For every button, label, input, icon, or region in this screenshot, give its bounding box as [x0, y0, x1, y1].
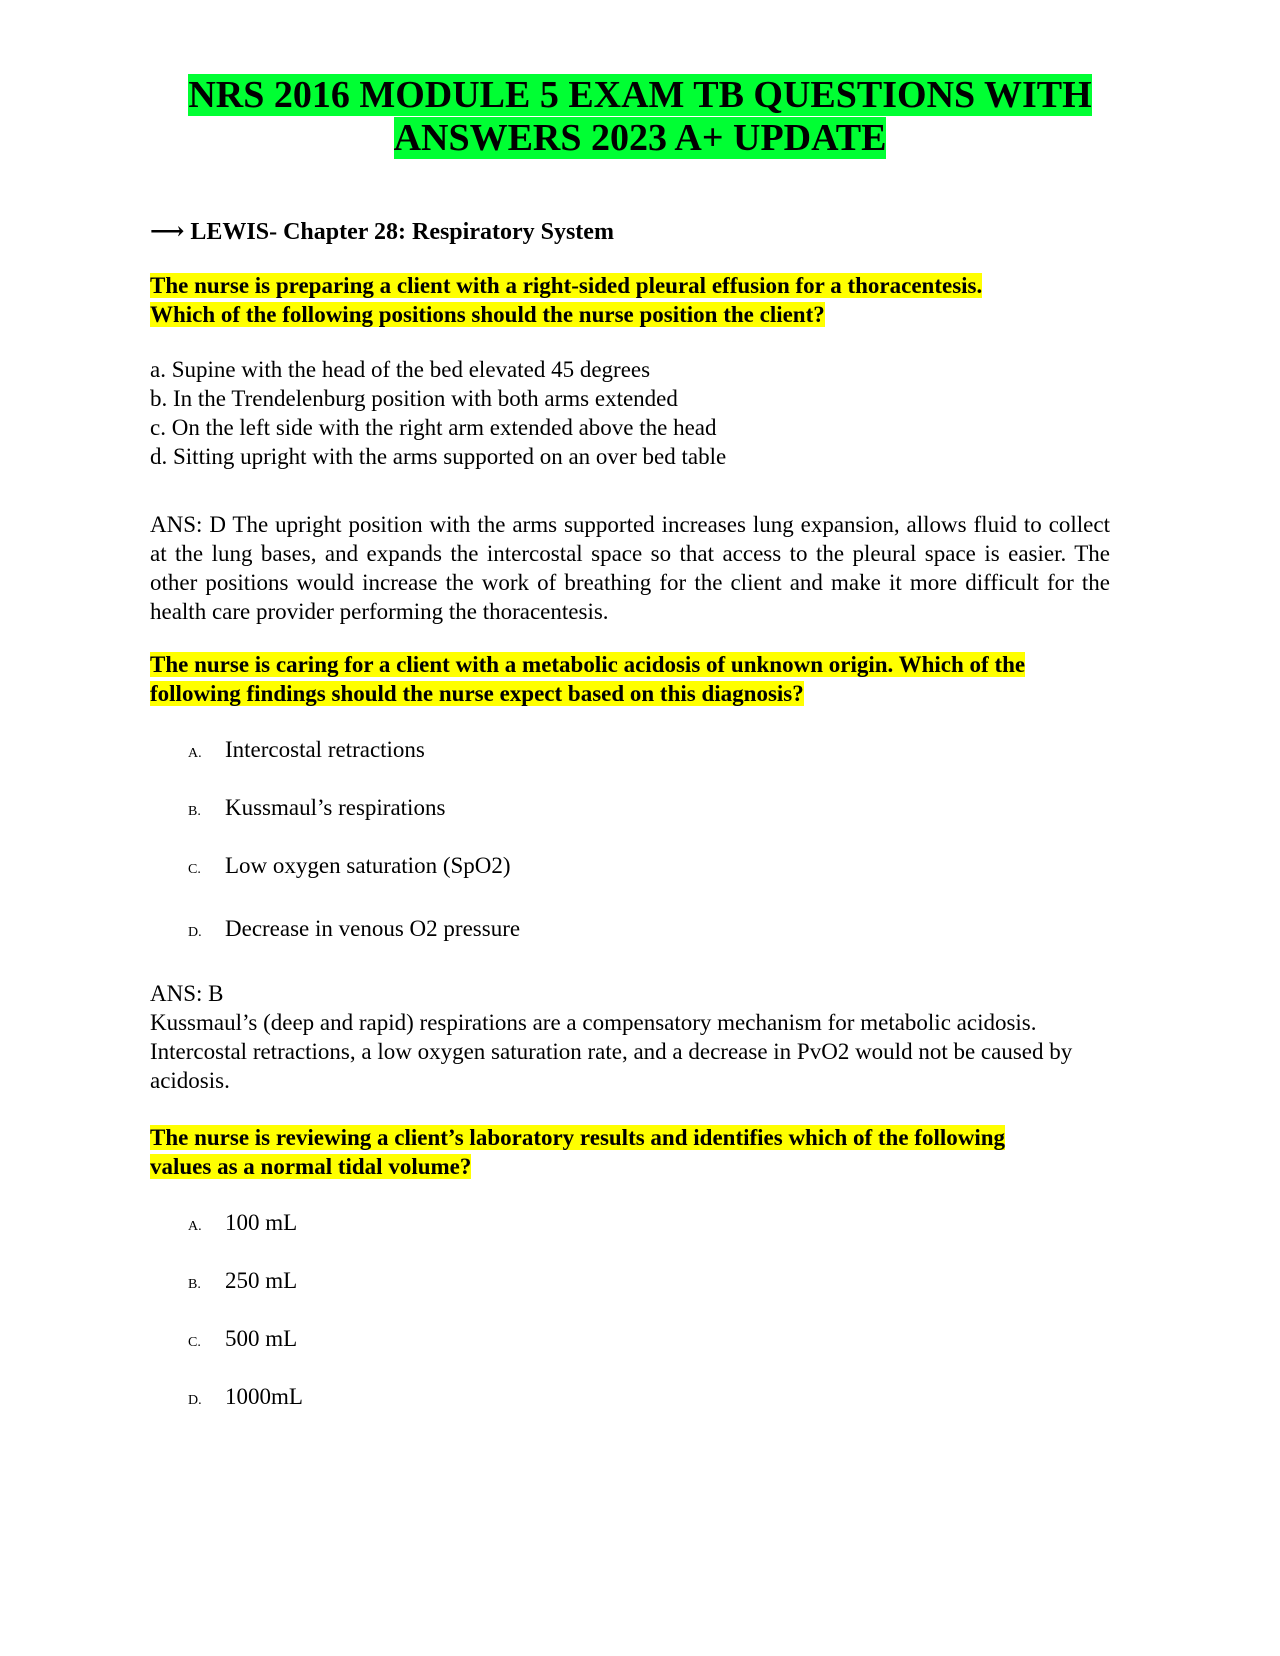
question-1-option-d: d. Sitting upright with the arms supported on an over bed table [150, 444, 727, 469]
document-title [150, 74, 1130, 160]
option-text: Low oxygen saturation (SpO2) [225, 853, 511, 878]
option-text: 500 mL [225, 1326, 298, 1351]
option-letter: D. [188, 1393, 202, 1408]
question-1-options [150, 355, 726, 471]
question-3-line-1: The nurse is reviewing a client’s laboratory results and identifies which of the following [150, 1125, 1006, 1150]
question-1-option-c: c. On the left side with the right arm extended above the head [150, 415, 717, 440]
option-letter: C. [188, 862, 201, 877]
question-1-option-a: a. Supine with the head of the bed elevated 45 degrees [150, 357, 651, 382]
option-text: 250 mL [225, 1268, 298, 1293]
chapter-heading-text: LEWIS- Chapter 28: Respiratory System [190, 219, 614, 245]
option-letter: A. [188, 746, 202, 761]
question-1-line-2: Which of the following positions should the nurse position the client? [150, 302, 825, 327]
question-2-answer-label: ANS: B [150, 981, 224, 1006]
question-3-line-2: values as a normal tidal volume? [150, 1154, 472, 1179]
question-1 [150, 271, 1130, 329]
option-text: Kussmaul’s respirations [225, 795, 446, 820]
option-text: 1000mL [225, 1384, 303, 1409]
question-2-line-2: following findings should the nurse expect based on this diagnosis? [150, 681, 804, 706]
option-letter: B. [188, 804, 201, 819]
title-line-1: NRS 2016 MODULE 5 EXAM TB QUESTIONS WITH [188, 74, 1092, 116]
arrow-icon: ⟶ [150, 219, 185, 245]
title-line-2: ANSWERS 2023 A+ UPDATE [393, 117, 887, 159]
question-3 [150, 1123, 1130, 1181]
question-2-answer-text: Kussmaul’s (deep and rapid) respirations are a compensatory mechanism for metabolic acidosis. Intercostal retractions, a low oxygen saturation rate, and a decrease in PvO2 would not be caused by acidosis. [150, 1010, 1073, 1093]
question-1-answer: ANS: D The upright position with the arms supported increases lung expansion, allows fluid to collect at the lung bases, and expands the intercostal space so that access to the pleural space is easier. The other positions would increase the work of breathing for the client and make it more difficult for the health care provider performing the thoracentesis. [150, 512, 1110, 624]
question-1-line-1: The nurse is preparing a client with a right-sided pleural effusion for a thoracentesis. [150, 273, 983, 298]
chapter-heading [150, 217, 614, 247]
option-text: Intercostal retractions [225, 737, 425, 762]
question-1-option-b: b. In the Trendelenburg position with both arms extended [150, 386, 678, 411]
option-text: 100 mL [225, 1210, 298, 1235]
option-letter: A. [188, 1219, 202, 1234]
question-2-line-1: The nurse is caring for a client with a metabolic acidosis of unknown origin. Which of the [150, 652, 1026, 677]
option-letter: C. [188, 1335, 201, 1350]
option-letter: B. [188, 1277, 201, 1292]
option-text: Decrease in venous O2 pressure [225, 916, 521, 941]
option-letter: D. [188, 925, 202, 940]
question-2 [150, 650, 1130, 708]
